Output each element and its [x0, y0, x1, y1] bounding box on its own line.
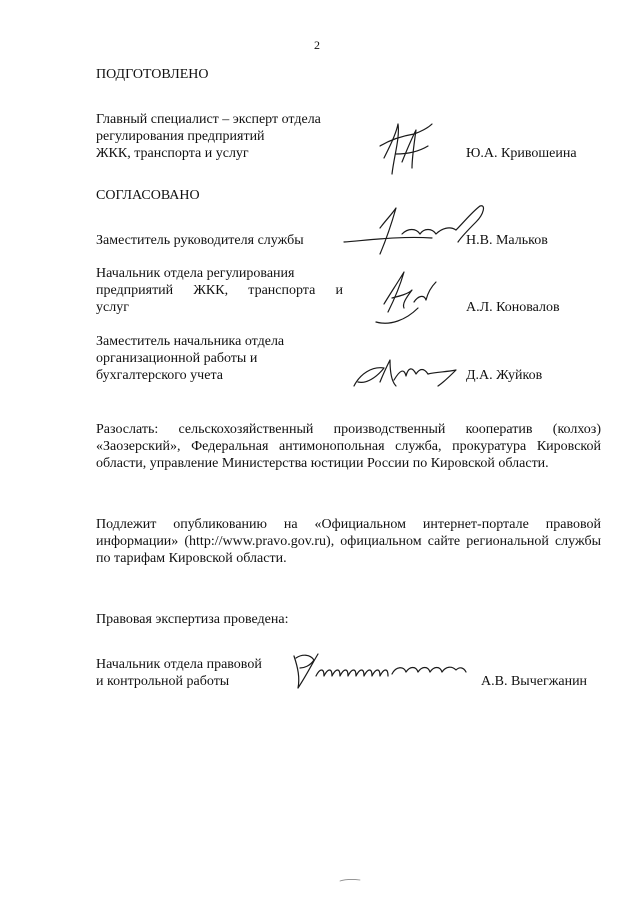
org-head-position-line-3: бухгалтерского учета — [96, 368, 223, 383]
page-number: 2 — [314, 38, 320, 52]
deputy-head-position: Заместитель руководителя службы — [96, 233, 304, 248]
legal-head-position-line-2: и контрольной работы — [96, 674, 230, 689]
agreed-heading: СОГЛАСОВАНО — [96, 188, 200, 203]
signature-malkov — [340, 200, 490, 262]
signature-vychegzhanin — [288, 646, 472, 694]
prepared-position-line-2: регулирования предприятий — [96, 129, 265, 144]
publication-text: Подлежит опубликованию на «Официальном интернет-портале правовой информации» (http://www.pravo.gov.ru), официальном сайте региональной службы по тарифам Кировской области. — [96, 517, 601, 566]
org-head-position-line-1: Заместитель начальника отдела — [96, 334, 285, 349]
regulation-head-position-line-2: предприятий ЖКК, транспорта и — [96, 283, 343, 298]
prepared-position-line-1: Главный специалист – эксперт отдела — [96, 112, 321, 127]
legal-head-name: А.В. Вычегжанин — [481, 674, 588, 689]
distribution-text: Разослать: сельскохозяйственный производственный кооператив (колхоз) «Заозерский», Федеральная антимонопольная служба, прокуратура Кировской области, управление Министерства юстиции России по Кировской области. — [96, 422, 601, 471]
org-head-name: Д.А. Жуйков — [466, 368, 543, 383]
prepared-name: Ю.А. Кривошеина — [466, 146, 577, 161]
regulation-head-name: А.Л. Коновалов — [466, 300, 560, 315]
legal-review-text: Правовая экспертиза проведена: — [96, 612, 289, 627]
scan-mark — [338, 876, 362, 884]
org-head-position-line-2: организационной работы и — [96, 351, 258, 366]
regulation-head-position-line-3: услуг — [96, 300, 129, 315]
signature-krivosheina — [376, 118, 436, 180]
signature-konovalov — [370, 268, 450, 332]
legal-head-position-line-1: Начальник отдела правовой — [96, 657, 262, 672]
regulation-head-position-line-1: Начальник отдела регулирования — [96, 266, 295, 281]
signature-zhuikov — [350, 352, 470, 396]
prepared-position-line-3: ЖКК, транспорта и услуг — [96, 146, 249, 161]
prepared-heading: ПОДГОТОВЛЕНО — [96, 67, 209, 82]
deputy-head-name: Н.В. Мальков — [466, 233, 548, 248]
